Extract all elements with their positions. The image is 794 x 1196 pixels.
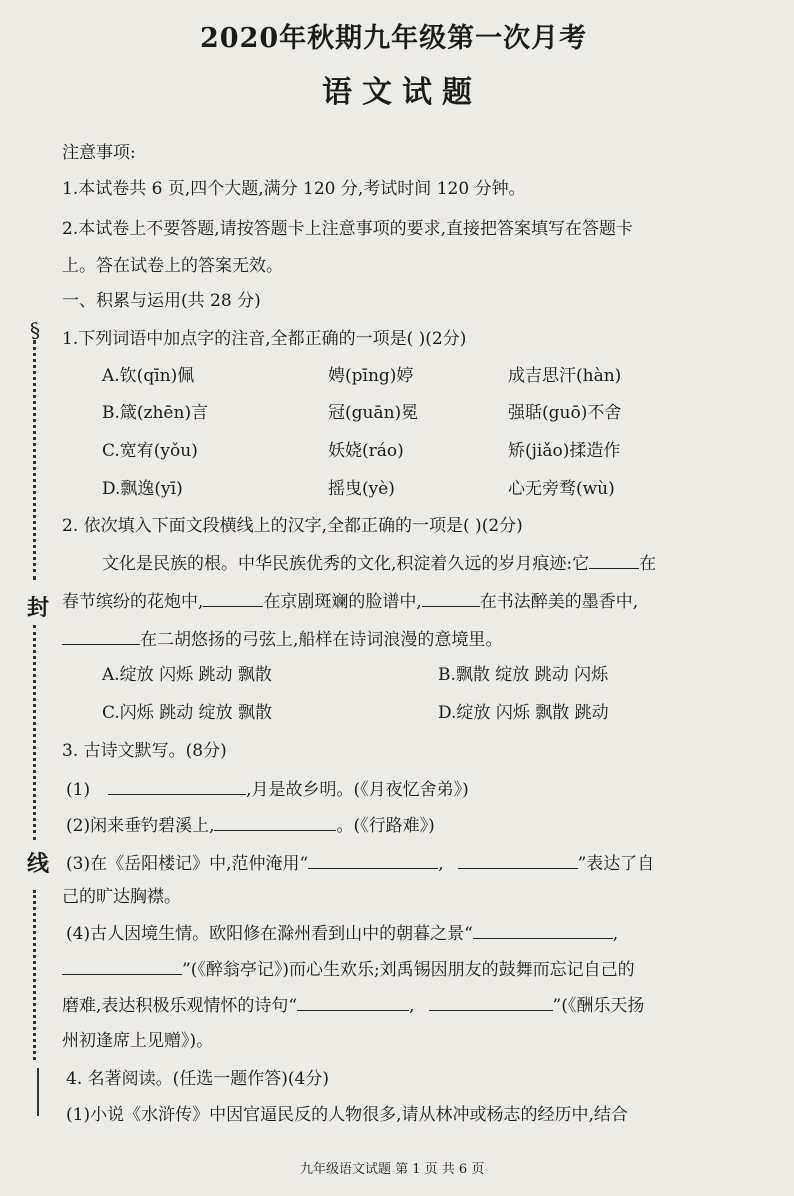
q2-blank-1	[589, 552, 639, 569]
q3-text: 。(《行路难》)	[336, 816, 435, 836]
q3-stem: 3. 古诗文默写。(8分)	[62, 741, 227, 761]
q1-option-c-1: C.宽宥(yǒu)	[102, 441, 198, 461]
q3-blank-3	[308, 852, 438, 869]
notice-heading: 注意事项:	[62, 143, 136, 163]
binding-dotted-line-bottom	[33, 890, 36, 1060]
q3-text: (2)闲来垂钓碧溪上,	[66, 816, 215, 836]
q2-blank-3	[422, 590, 480, 607]
q3-text: 磨难,表达积极乐观情怀的诗句“	[62, 996, 298, 1016]
q2-passage-text: 在京剧斑斓的脸谱中,	[263, 592, 422, 612]
q1-stem: 1.下列词语中加点字的注音,全都正确的一项是( )(2分)	[62, 329, 467, 349]
q2-passage-line-1	[102, 552, 656, 575]
q3-text: ,	[409, 996, 415, 1016]
exam-subtitle: 语文试题	[322, 75, 482, 110]
q3-sub-4-line-3	[62, 994, 644, 1017]
q3-sub-3-line-1	[66, 852, 654, 875]
notice-item-2-line-1: 2.本试卷上不要答题,请按答题卡上注意事项的要求,直接把答案填写在答题卡	[62, 219, 634, 239]
q3-sub-4-line-1	[66, 922, 618, 945]
q2-passage-line-2	[62, 590, 638, 613]
binding-label-xian: 线	[27, 851, 50, 877]
q4-stem: 4. 名著阅读。(任选一题作答)(4分)	[66, 1069, 329, 1089]
q2-passage-line-3	[62, 628, 502, 651]
q3-sub-4-line-4: 州初逢席上见赠》)。	[62, 1031, 214, 1051]
exam-title: 2020年秋期九年级第一次月考	[200, 23, 588, 54]
q3-blank-5	[473, 922, 613, 939]
q2-option-b: B.飘散 绽放 跳动 闪烁	[438, 665, 609, 685]
q3-text: ,月是故乡明。(《月夜忆舍弟》)	[246, 780, 469, 800]
q3-text: (3)在《岳阳楼记》中,范仲淹用“	[66, 854, 309, 874]
binding-label-feng: 封	[27, 595, 50, 621]
q1-option-d-2: 摇曳(yè)	[328, 479, 395, 499]
q3-text: ”(《酬乐天扬	[552, 996, 645, 1016]
q1-option-d-1: D.飘逸(yī)	[102, 479, 183, 499]
q3-sub-1	[66, 778, 469, 801]
q1-option-b-2: 冠(guān)冕	[328, 403, 419, 423]
q1-option-d-3: 心无旁骛(wù)	[508, 479, 615, 499]
q2-passage-text: 春节缤纷的花炮中,	[62, 592, 204, 612]
q3-text: ”表达了自	[577, 854, 655, 874]
notice-item-1: 1.本试卷共 6 页,四个大题,满分 120 分,考试时间 120 分钟。	[62, 179, 526, 199]
q1-option-b-3: 强聒(guō)不舍	[508, 403, 622, 423]
q3-blank-2	[214, 814, 336, 831]
q3-text: ,	[612, 924, 619, 944]
q2-blank-2	[203, 590, 263, 607]
q3-blank-1	[108, 778, 246, 795]
q3-text: (4)古人因境生情。欧阳修在滁州看到山中的朝暮之景“	[66, 924, 473, 944]
q2-passage-text: 文化是民族的根。中华民族优秀的文化,积淀着久远的岁月痕迹:它	[102, 554, 590, 574]
q2-option-d: D.绽放 闪烁 飘散 跳动	[438, 703, 609, 723]
q2-stem: 2. 依次填入下面文段横线上的汉字,全都正确的一项是( )(2分)	[62, 516, 523, 536]
q1-option-b-1: B.箴(zhēn)言	[102, 403, 209, 423]
q3-sub-2	[66, 814, 435, 837]
binding-solid-line	[37, 1068, 39, 1116]
page-footer: 九年级语文试题 第 1 页 共 6 页	[300, 1162, 485, 1177]
q1-option-a-2: 娉(pīng)婷	[328, 366, 414, 386]
q1-option-c-2: 妖娆(ráo)	[328, 441, 404, 461]
q2-passage-text: 在	[639, 554, 657, 574]
q2-option-a: A.绽放 闪烁 跳动 飘散	[102, 665, 272, 685]
q2-blank-4	[62, 628, 140, 645]
q1-option-a-3: 成吉思汗(hàn)	[508, 366, 622, 386]
q3-blank-8	[429, 994, 553, 1011]
q2-passage-text: 在书法醉美的墨香中,	[479, 592, 639, 612]
q3-text: (1)	[66, 780, 91, 800]
q3-text: ”(《醉翁亭记》)而心生欢乐;刘禹锡因朋友的鼓舞而忘记自己的	[182, 960, 635, 980]
q3-blank-6	[62, 958, 182, 975]
q1-option-a-1: A.钦(qīn)佩	[102, 366, 195, 386]
section-1-heading: 一、积累与运用(共 28 分)	[62, 291, 261, 311]
seal-mark: §	[28, 317, 42, 343]
q4-sub-1: (1)小说《水浒传》中因官逼民反的人物很多,请从林冲或杨志的经历中,结合	[66, 1105, 628, 1125]
binding-dotted-line-top	[33, 340, 36, 580]
q2-passage-text: 在二胡悠扬的弓弦上,船样在诗词浪漫的意境里。	[140, 630, 503, 650]
q2-option-c: C.闪烁 跳动 绽放 飘散	[102, 703, 273, 723]
q3-blank-4	[458, 852, 578, 869]
q3-sub-4-line-2	[62, 958, 635, 981]
q1-option-c-3: 矫(jiǎo)揉造作	[508, 441, 621, 461]
q3-text: ,	[438, 854, 444, 874]
notice-item-2-line-2: 上。答在试卷上的答案无效。	[62, 256, 283, 276]
q3-sub-3-line-2: 己的旷达胸襟。	[62, 887, 181, 907]
q3-blank-7	[297, 994, 409, 1011]
binding-dotted-line-middle	[33, 625, 36, 840]
